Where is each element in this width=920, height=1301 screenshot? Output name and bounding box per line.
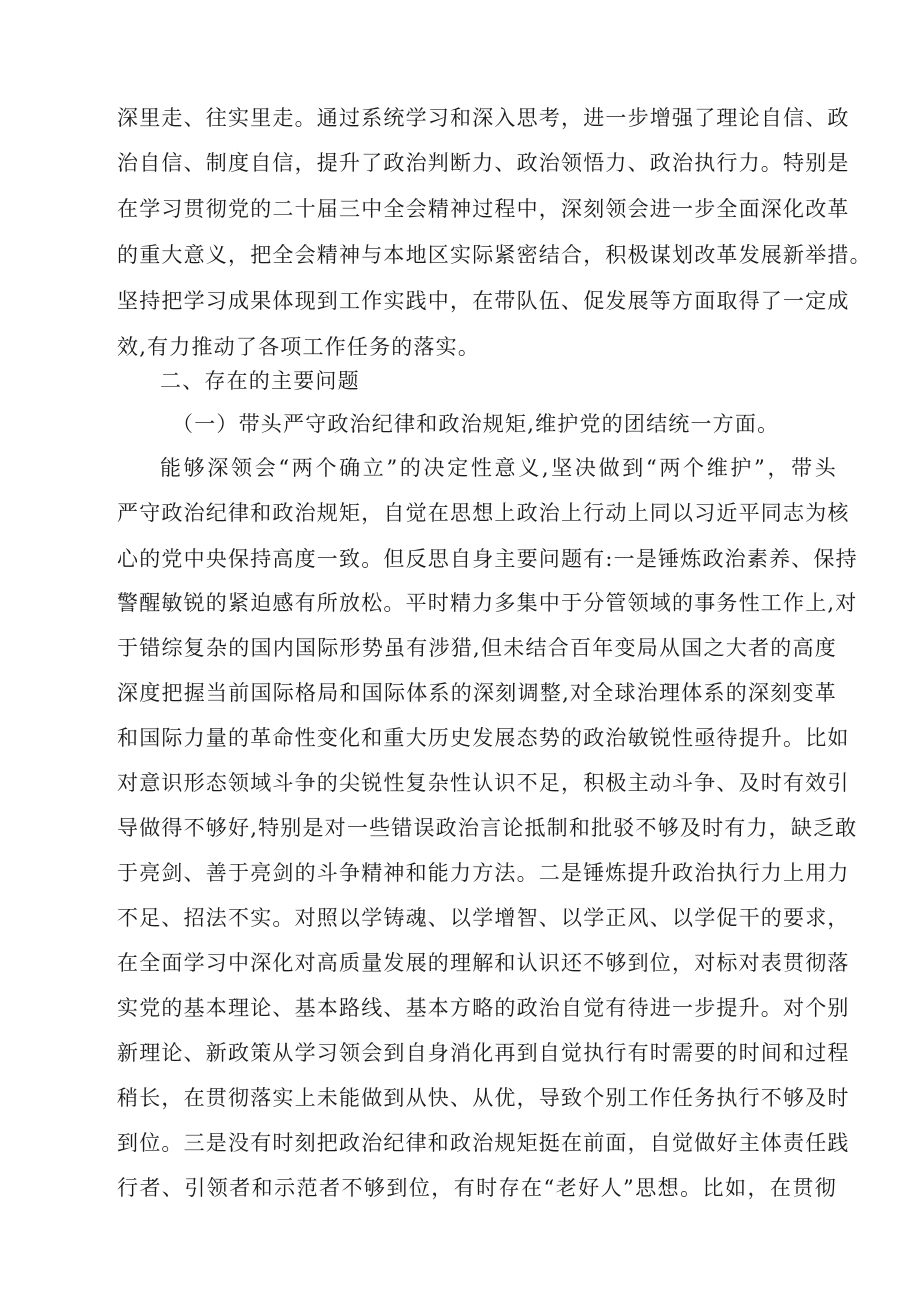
paragraph-line: 不足、招法不实。对照以学铸魂、以学增智、以学正风、以学促干的要求， xyxy=(117,906,850,930)
paragraph-line: 坚持把学习成果体现到工作实践中，在带队伍、促发展等方面取得了一定成 xyxy=(117,289,850,313)
paragraph-line: 稍长，在贯彻落实上未能做到从快、从优，导致个别工作任务执行不够及时 xyxy=(117,1086,850,1110)
paragraph-line: 实党的基本理论、基本路线、基本方略的政治自觉有待进一步提升。对个别 xyxy=(117,996,850,1020)
section-heading: 二、存在的主要问题 xyxy=(160,369,360,393)
paragraph-line: 于错综复杂的国内国际形势虽有涉猎,但未结合百年变局从国之大者的高度 xyxy=(117,636,837,660)
paragraph-line: 和国际力量的革命性变化和重大历史发展态势的政治敏锐性亟待提升。比如 xyxy=(117,726,850,750)
paragraph-line: 警醒敏锐的紧迫感有所放松。平时精力多集中于分管领域的事务性工作上,对 xyxy=(117,591,858,615)
paragraph-line: 心的党中央保持高度一致。但反思自身主要问题有:一是锤炼政治素养、保持 xyxy=(117,547,858,571)
paragraph-line: 深度把握当前国际格局和国际体系的深刻调整,对全球治理体系的深刻变革 xyxy=(117,681,837,705)
paragraph-line: 效,有力推动了各项工作任务的落实。 xyxy=(117,335,481,359)
paragraph-line: 在全面学习中深化对高质量发展的理解和认识还不够到位，对标对表贯彻落 xyxy=(117,951,850,975)
paragraph-line: 到位。三是没有时刻把政治纪律和政治规矩挺在前面，自觉做好主体责任践 xyxy=(117,1131,850,1155)
paragraph-line: 的重大意义，把全会精神与本地区实际紧密结合，积极谋划改革发展新举措。 xyxy=(117,243,872,267)
paragraph-line: 导做得不够好,特别是对一些错误政治言论抵制和批驳不够及时有力，缺乏敢 xyxy=(117,816,858,840)
paragraph-line: 对意识形态领域斗争的尖锐性复杂性认识不足，积极主动斗争、及时有效引 xyxy=(117,771,850,795)
paragraph-line: 严守政治纪律和政治规矩，自觉在思想上政治上行动上同以习近平同志为核 xyxy=(117,501,850,525)
paragraph-line: 于亮剑、善于亮剑的斗争精神和能力方法。二是锤炼提升政治执行力上用力 xyxy=(117,861,850,885)
paragraph-line: 新理论、新政策从学习领会到自身消化再到自觉执行有时需要的时间和过程 xyxy=(117,1041,850,1065)
subsection-heading: （一）带头严守政治纪律和政治规矩,维护党的团结统一方面。 xyxy=(172,412,780,436)
paragraph-line: 治自信、制度自信，提升了政治判断力、政治领悟力、政治执行力。特别是 xyxy=(117,151,850,175)
paragraph-line: 在学习贯彻党的二十届三中全会精神过程中，深刻领会进一步全面深化改革 xyxy=(117,197,850,221)
paragraph-line: 能够深领会“两个确立”的决定性意义,坚决做到“两个维护”，带头 xyxy=(160,456,837,480)
paragraph-line: 行者、引领者和示范者不够到位，有时存在“老好人”思想。比如，在贯彻 xyxy=(117,1176,837,1200)
paragraph-line: 深里走、往实里走。通过系统学习和深入思考，进一步增强了理论自信、政 xyxy=(117,106,850,130)
